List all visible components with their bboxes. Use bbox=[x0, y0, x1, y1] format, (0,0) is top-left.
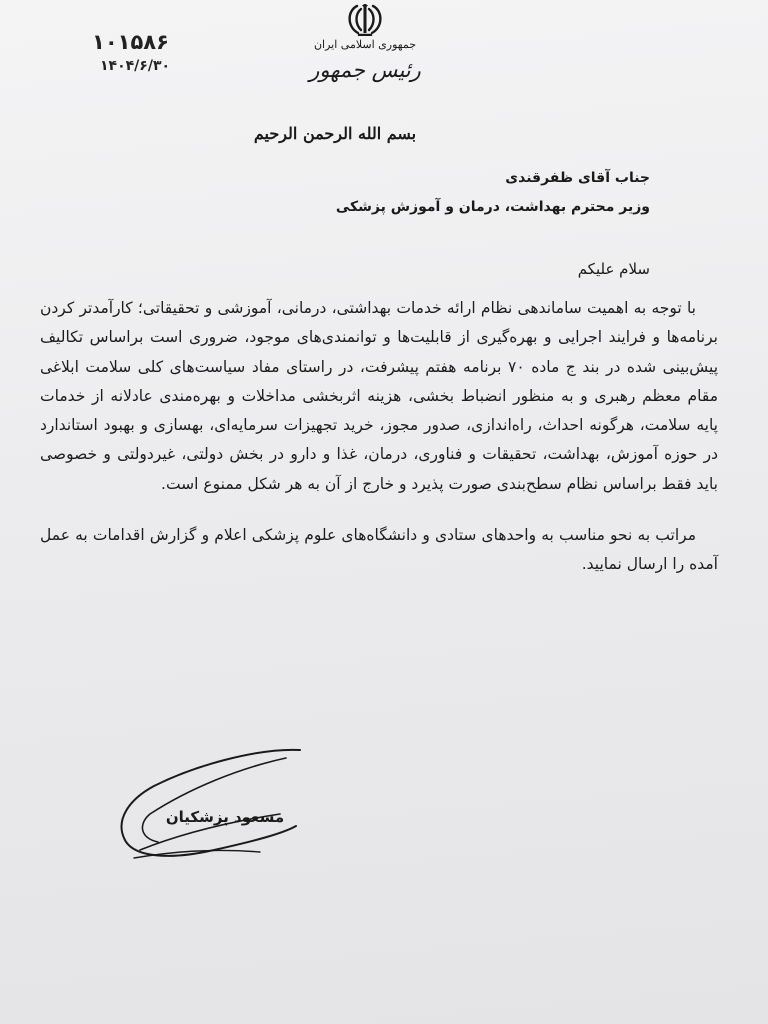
iran-emblem-icon bbox=[342, 2, 388, 36]
letter-number: ۱۰۱۵۸۶ bbox=[92, 30, 169, 54]
letterhead-title: رئیس جمهور bbox=[309, 58, 421, 82]
body-paragraph-1: با توجه به اهمیت ساماندهی نظام ارائه خدمات بهداشتی، درمانی، آموزشی و تحقیقاتی؛ کارآمدتر کردن برنامه‌ها و فرایند اجرایی و بهره‌گیری از قابلیت‌ها و توانمندی‌های موجود، ضروری است براساس تکالیف پیش‌بینی شده در بند ج ماده ۷۰ برنامه هفتم پیشرفت، در راستای مفاد سیاست‌های کلی سلامت ابلاغی مقام معظم رهبری و به منظور انضباط بخشی، هزینه اثربخشی مداخلات و بهره‌مندی عادلانه از خدمات پایه سلامت، هرگونه احداث، راه‌اندازی، صدور مجوز، خرید تجهیزات سرمایه‌ای، بهسازی و بهبود استاندارد در حوزه آموزش، بهداشت، تحقیقات و فناوری، درمان، غذا و دارو در بخش دولتی، غیردولتی و خصوصی باید فقط براساس نظام سطح‌بندی صورت پذیرد و خارج از آن به هر شکل ممنوع است. bbox=[40, 299, 719, 493]
greeting: سلام علیکم bbox=[577, 260, 650, 278]
letter-body bbox=[40, 294, 718, 580]
signature-scribble bbox=[110, 742, 310, 866]
recipient-title: وزیر محترم بهداشت، درمان و آموزش پزشکی bbox=[335, 199, 650, 215]
letter-date: ۱۴۰۴/۶/۳۰ bbox=[100, 58, 171, 74]
body-paragraph-2: مراتب به نحو مناسب به واحدهای ستادی و دانشگاه‌های علوم پزشکی اعلام و گزارش اقدامات به عمل آمده را ارسال نمایید. bbox=[40, 526, 718, 574]
letterhead-country: جمهوری اسلامی ایران bbox=[313, 38, 417, 51]
signer-name: مسعود پزشکیان bbox=[165, 808, 285, 826]
recipient-name: جناب آقای ظفرقندی bbox=[505, 170, 650, 186]
basmala: بسم الله الرحمن الرحیم bbox=[253, 124, 417, 143]
reference-block bbox=[92, 30, 212, 74]
